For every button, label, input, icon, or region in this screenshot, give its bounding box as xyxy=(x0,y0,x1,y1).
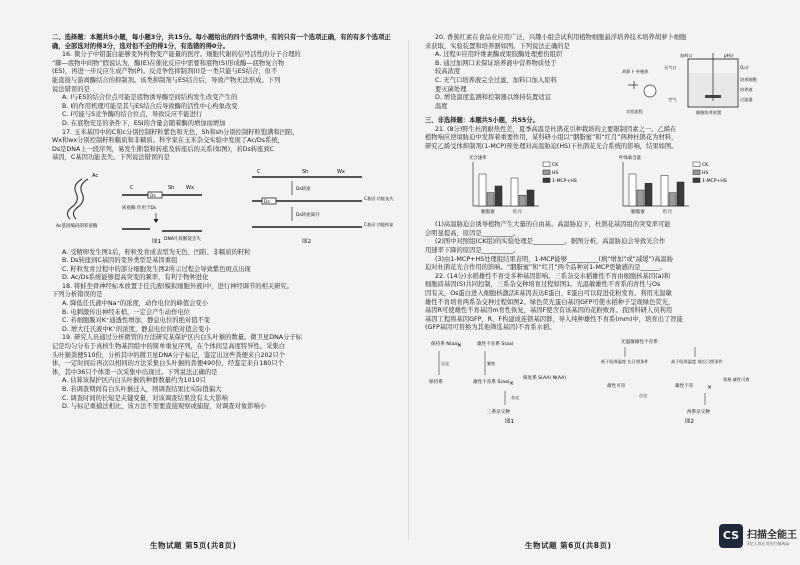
legend-swatch xyxy=(693,170,700,175)
q21-sub: 迫对杜鹃花光合作用的影响。“胭脂蜜”和“红月”两个品种对1-MCP更敏感的是______。 xyxy=(425,264,666,272)
q22-line: 细胞质基因(S)共同控制，三系杂交种培育过程如图1。光温敏雄性不育系的育性与Os xyxy=(425,281,661,289)
q22-line: 基因R可使雄性不育基因m育性恢复，基因F使含有该基因的花粉败育。我国科研人员利用 xyxy=(425,307,673,315)
q16-option: D. 在底物充足的条件下，ESI的含量会随着酶的增加而增加 xyxy=(62,119,226,127)
x-tick-label: 红月 xyxy=(513,209,523,215)
q16-option: A. I与ES的结合位点可能是底物诱导酶空间结构发生改变产生的 xyxy=(62,94,238,102)
arrow-icon xyxy=(628,81,638,89)
question-22 xyxy=(425,273,775,333)
node-sterile: 雄性不育 xyxy=(675,383,694,389)
q18-line: 下列分析错误的是 xyxy=(52,291,103,299)
chart-title: 叶绿素含量 xyxy=(619,155,641,161)
figure-2-two-line xyxy=(601,338,749,423)
reactor-caption: 细胞培养装置 xyxy=(696,110,722,116)
bar-CK-红月 xyxy=(511,178,518,206)
node-conventional: 常规 雄性可育 xyxy=(723,376,750,382)
page-5 xyxy=(52,34,397,412)
cross-symbol: × xyxy=(707,383,713,391)
camscanner-subtitle: 3亿人都在用的扫描App xyxy=(747,541,790,546)
hybrid-label: 杂交 xyxy=(511,394,519,400)
q18-option: C. 若细胞膜对K⁺通透性增加，静息电位的绝对值不变 xyxy=(62,317,211,325)
legend-label: HS xyxy=(702,170,709,176)
q20-option: C. 无气口培养液完全过滤，加料口加入原料 xyxy=(435,76,557,84)
q16-option: C. I可能与S竞争酶的结合位点，导致反应不能进行 xyxy=(62,111,203,119)
q17-option: A. 受精卵发生图1后，籽粒发育成表型为无色、凹陷、非糯质的籽粒 xyxy=(62,248,251,256)
bar-chart-2 xyxy=(619,154,727,215)
node-high-temp: 高于临界温度 或长日照条件 xyxy=(671,358,723,364)
section-2-title: 二、选择题：本题共5小题，每小题3分，共15分。每小题给出的四个选项中，有的只有一个选项正确，有的有多个选项正确，全部选对的得3分，选对但不全的得1分，有选错的得0分。 xyxy=(52,34,391,50)
q19-option: D. 与标记重捕法相比，该方法不需要直接观察或捕捉，对调查对象影响小 xyxy=(62,403,267,411)
question-20 xyxy=(425,34,775,117)
legend-label: CK xyxy=(552,162,559,168)
ds-label: Ds xyxy=(264,199,270,205)
legend-label: CK xyxy=(702,162,709,168)
figure-2-caption: 图2 xyxy=(685,418,694,423)
bar-chart-1 xyxy=(469,154,577,215)
q17-line: Ds是DNA上一段序列，易发生断裂和转座及转座后的关系(如图)，若Ds转座到C xyxy=(52,145,275,153)
self-label: 自交 xyxy=(639,392,647,398)
section-3-title: 三、非选择题：本题共5小题，共55分。 xyxy=(425,117,539,125)
node-fertile: 雄性可育 xyxy=(607,383,626,389)
q18-option: A. 降低任氏液中Na⁺的浓度，动作电位的峰值会变小 xyxy=(62,300,209,308)
question-17 xyxy=(52,129,397,163)
ds-out-label: Ds转座离开 xyxy=(296,212,320,218)
q18-line: 18. 将蛙坐骨神经标本放置于任氏液(模拟细胞外液)中，进行神经调节的相关研究。 xyxy=(62,282,294,290)
legend-swatch xyxy=(543,162,550,167)
legend-swatch xyxy=(693,178,700,183)
node-sterile: 雄性不育系 S(aa) xyxy=(477,341,514,347)
stirrer-icon xyxy=(705,95,721,98)
q16-line: 说法错误的是 xyxy=(52,85,90,93)
photosynthesis-bar-charts xyxy=(425,154,775,216)
bar-CK-胭脂蜜 xyxy=(629,174,636,206)
q21-sub: 会明显提高，原因是__________。 xyxy=(425,229,520,237)
q19-line: 体，其中36只个体第一次采集中出现过。下列说法正确的是 xyxy=(52,368,218,376)
q21-line: 植物响应逆境胁迫中发挥着重要作用，某科研小组以“胭脂蜜”和“红月”两种杜鹃花为材料， xyxy=(425,134,678,142)
page-gutter xyxy=(408,40,409,540)
question-21 xyxy=(425,126,775,152)
node-low-temp: 低于临界温度 长日照条件 xyxy=(601,358,649,364)
q19-line: 体，一定时间后再次以相同的方法采集白头叶猴的粪便490份，经鉴定来自180只个 xyxy=(52,360,284,368)
q22-line: 22. (14分)水稻雄性不育受多种基因影响。三系杂交水稻雄性不育由细胞核基因(a)和 xyxy=(435,272,671,280)
figure-2 xyxy=(252,169,394,243)
q16-line: 能直接与游离酶结合的抑制剂。该类抑制剂与ES结合后，导致产物无法形成。下列 xyxy=(52,76,281,84)
q19-line: 记是均匀分布于真核生物基因组中的简单重复序列，在个体间呈高度特异性。采集白 xyxy=(52,343,285,351)
flask-icon xyxy=(644,85,656,97)
camscanner-logo-icon: CS xyxy=(719,524,743,548)
hybrid-rice-diagrams xyxy=(425,335,775,423)
legend-swatch xyxy=(693,162,700,167)
node-sterile-2: 雄性不育系 S(aa) xyxy=(473,379,510,385)
q19-option: C. 调查时间的长短是关键变量，对该调查结果没有太大影响 xyxy=(62,394,228,402)
q22-line: 雄性不育培育两系杂交种过程如图2。绿色荧光蛋白基因GFP可使水稻种子呈现绿色荧光， xyxy=(425,298,675,306)
media-label: 培养液 xyxy=(740,87,753,93)
figure-1-three-line xyxy=(429,340,566,423)
node-maintainer: 保持系 N(aa) xyxy=(431,341,459,347)
gas-label: 无气口 xyxy=(664,65,677,71)
q18-option: B. 电刺激传出神经末梢，一定会产生动作电位 xyxy=(62,308,190,316)
q21-sub: (3)由1-MCP+HS处理组结果表明，1-MCP能够__________(填“增加”或“减缓”)高温胁 xyxy=(435,255,674,263)
q19-option: B. 若调查期间有白头叶猴迁入，则调查结果比实际值偏大 xyxy=(62,386,222,393)
q16-line: (ES)，再进一步反应生成产物(P)。反竞争性抑制剂(I)是一类只能与ES结合，但不 xyxy=(52,68,278,76)
arrow-head-icon xyxy=(154,219,159,223)
q17-figure xyxy=(52,165,397,247)
q21-sub: (1)高温胁迫会诱导植物产生大量的自由基。高温胁迫下，杜鹃花基因组的突变率可能 xyxy=(435,221,671,229)
q21-charts xyxy=(425,154,775,220)
q17-line: 17. 玉米基因中的C和c分别控制籽粒紫色和无色，Sh和sh分别控制籽粒饱满和凹陷， xyxy=(62,128,299,136)
q20-option: 要灭菌处理 xyxy=(435,85,467,93)
camscanner-title: 扫描全能王 xyxy=(747,530,797,541)
cross-symbol: × xyxy=(509,379,515,387)
bar-HS-胭脂蜜 xyxy=(637,190,644,206)
x-tick-label: 红月 xyxy=(663,209,673,215)
q20-option: A. 过程①应用纤维素酶或果胶酶处理愈伤组织 xyxy=(435,51,563,59)
q16-line: 16. 微分子中钼蛋白能够变异构物变产能量的医疗。细胞代谢的信号活性的分子合理的 xyxy=(62,51,301,59)
q19-option: A. 估算该保护区内白头叶猴的种群数量约为1010只 xyxy=(62,377,206,385)
q22-line: 基因工程将基因GFP、R、F构建成连锁基因群，导入纯种雄性不育系(mm)中，培育出了智能 xyxy=(425,315,683,323)
cells-label: 培养细胞 xyxy=(740,77,757,83)
ac-code-label: Ac基因编码的转座酶 xyxy=(56,223,98,229)
transposase-note: 转座酶 作用于Ds xyxy=(122,205,157,211)
gene-c: C xyxy=(257,168,261,175)
q17-option: C. 籽粒发育过程中的部分细胞发生图2所示过程会导致紫色斑点出现 xyxy=(62,265,251,273)
node-two-line-hybrid: 两系杂交种 xyxy=(687,409,710,415)
q21-line: 研究乙烯受体抑制剂(1-MCP)预处理对高温胁迫(HS)下杜鹃花光合系统的影响，结果如图。 xyxy=(425,142,678,150)
q17-option: B. Ds转座到C基因的变异类型是基因重组 xyxy=(62,257,178,265)
ds-label: Ds xyxy=(150,193,156,199)
q18-option: D. 增大任氏液中K⁺的浓度，静息电位的绝对值会变小 xyxy=(62,325,211,333)
chart-title: 光合速率 xyxy=(469,155,487,161)
q17-options xyxy=(52,249,397,283)
q21-sub: (2)图中对照组(CK组)的实验处理是__________。据图分析，高温胁迫会导致光合作 xyxy=(435,238,666,246)
node-hybrid: 三系杂交种 xyxy=(487,409,510,415)
legend-label: HS xyxy=(552,170,559,176)
legend-swatch xyxy=(543,178,550,183)
explant-label: 胡萝卜 外植体 xyxy=(622,69,649,75)
page-5-footer: 生物试题 第5页(共8页) xyxy=(150,541,237,550)
node-pts: 光温敏雄性不育系 xyxy=(621,339,658,345)
fragment-lost-label: DNA片段断裂丢失 xyxy=(164,236,201,242)
q22-figures xyxy=(425,335,775,427)
q20-line: 来获取，实验装置和培养器如图。下列说法正确的是 xyxy=(425,42,570,50)
legend-label: 1-MCP+HS xyxy=(702,178,727,184)
q20-option: 较高浓度 xyxy=(435,68,461,76)
gene-sh: Sh xyxy=(168,184,175,191)
figure-1-caption: 图1 xyxy=(505,418,514,423)
bar-CK-胭脂蜜 xyxy=(479,174,486,206)
x-tick-label: 胭脂蜜 xyxy=(481,209,495,215)
figure-2-caption: 图2 xyxy=(302,238,311,243)
q22-line: (GFP基因可替换为其他筛选基因)不育系水稻。 xyxy=(425,324,556,332)
q17-option: D. Ac/Ds系统能够提高突变的频率，有利于物种进化 xyxy=(62,274,209,282)
c-restore-label: C基因 功能恢复 xyxy=(364,221,394,227)
bioreactor-figure xyxy=(620,51,770,117)
bar-1-MCP+HS-红月 xyxy=(677,182,684,206)
camscanner-watermark xyxy=(719,520,797,556)
cross-symbol: × xyxy=(457,341,463,349)
dna-strand-icon xyxy=(67,179,82,219)
ph-label: pH计 xyxy=(724,53,734,59)
self-label: 自交 xyxy=(441,360,449,366)
figure-1 xyxy=(56,173,202,243)
x-tick-label: 胭脂蜜 xyxy=(631,209,645,215)
gene-c: C xyxy=(130,184,134,191)
legend-swatch xyxy=(543,170,550,175)
q16-option: B. I的作用机理可能是其与ES结合后导致酶的活性中心构象改变 xyxy=(62,102,238,110)
question-16 xyxy=(52,51,397,128)
process-caption: 实验流程 xyxy=(626,109,643,115)
q19-line: 头叶猴粪便510份，分析其中的微卫星DNA分子标记，鉴定出这些粪便来自202只个 xyxy=(52,351,286,359)
question-18 xyxy=(52,283,397,335)
bar-1-MCP+HS-红月 xyxy=(527,190,534,206)
gene-sh: Sh xyxy=(302,168,309,175)
inlet-label: 加料口 xyxy=(680,53,693,59)
q20-option: B. 通过加网口来保证培养液中营养物质处于 xyxy=(435,59,557,67)
ac-label: Ac xyxy=(92,172,99,179)
air-label: 空气 xyxy=(668,97,677,103)
bar-CK-红月 xyxy=(661,175,668,206)
q21-subquestions xyxy=(425,221,775,273)
q21-line: 21. (8分)野生杜鹃耐热性差，夏季高温是杜鹃花引种栽培的主要限制因素之一。乙烯在 xyxy=(435,125,677,133)
legend-label: 1-MCP+HS xyxy=(552,178,577,184)
figure-1-caption: 图1 xyxy=(152,238,161,243)
q19-line: 19. 研究人员通过分析微管的方法研究某保护区内白头叶猴的数量。微卫星DNA分子标 xyxy=(62,334,302,342)
page-6-footer: 生物试题 第6页(共8页) xyxy=(525,541,612,550)
bar-HS-红月 xyxy=(519,195,526,206)
q17-line: Wx和wx分别控制籽粒糯质和非糯质。科学家在玉米杂交实验中发现了Ac/Ds系统， xyxy=(52,137,284,145)
node-restorer: 恢复系 S(AA) N(AA) xyxy=(523,375,567,381)
gene-wx: Wx xyxy=(337,168,345,175)
c-lost-label: C基因 功能丧失 xyxy=(364,195,394,201)
label-maintainer: 保持系 xyxy=(429,379,443,385)
o2-label: O₂计 xyxy=(740,65,750,71)
ac-ds-diagram xyxy=(52,165,397,243)
q20-line: 20. 香蕉红素在食品业应用广泛，兴趣小组尝试利用植物细胞悬浮培养技术培养胡萝卜细胞 xyxy=(435,34,687,41)
bar-HS-红月 xyxy=(669,192,676,205)
page-6 xyxy=(425,34,775,428)
gene-wx: Wx xyxy=(186,184,194,191)
breed-label: 繁殖 xyxy=(487,360,495,366)
bar-1-MCP+HS-胭脂蜜 xyxy=(495,186,502,206)
filter-label: 过滤器 xyxy=(740,97,753,103)
bar-1-MCP+HS-胭脂蜜 xyxy=(645,183,652,206)
q22-line: 因有关，Os蛋白进入细胞核激活E基因表达E蛋白，E蛋白可以促进花粉发育。利用光温敏 xyxy=(425,289,672,297)
q21-sub: 用速率下降的原因是__________。 xyxy=(425,246,520,254)
question-19 xyxy=(52,334,397,411)
q20-option: 温度 xyxy=(435,102,448,110)
ds-insert-label: Ds转座 xyxy=(296,186,311,192)
bar-HS-胭脂蜜 xyxy=(487,192,494,205)
q16-line: “脚—底物中间物”假说认为，酶(E)在催化反应中需要和底物(S)形成酶—底物复合物 xyxy=(52,59,285,67)
q17-line: 基因，C基因功能丧失。下列说法错误的是 xyxy=(52,154,170,162)
q20-option: D. 增设温度监测和控制器以维持装置适宜 xyxy=(435,94,551,102)
